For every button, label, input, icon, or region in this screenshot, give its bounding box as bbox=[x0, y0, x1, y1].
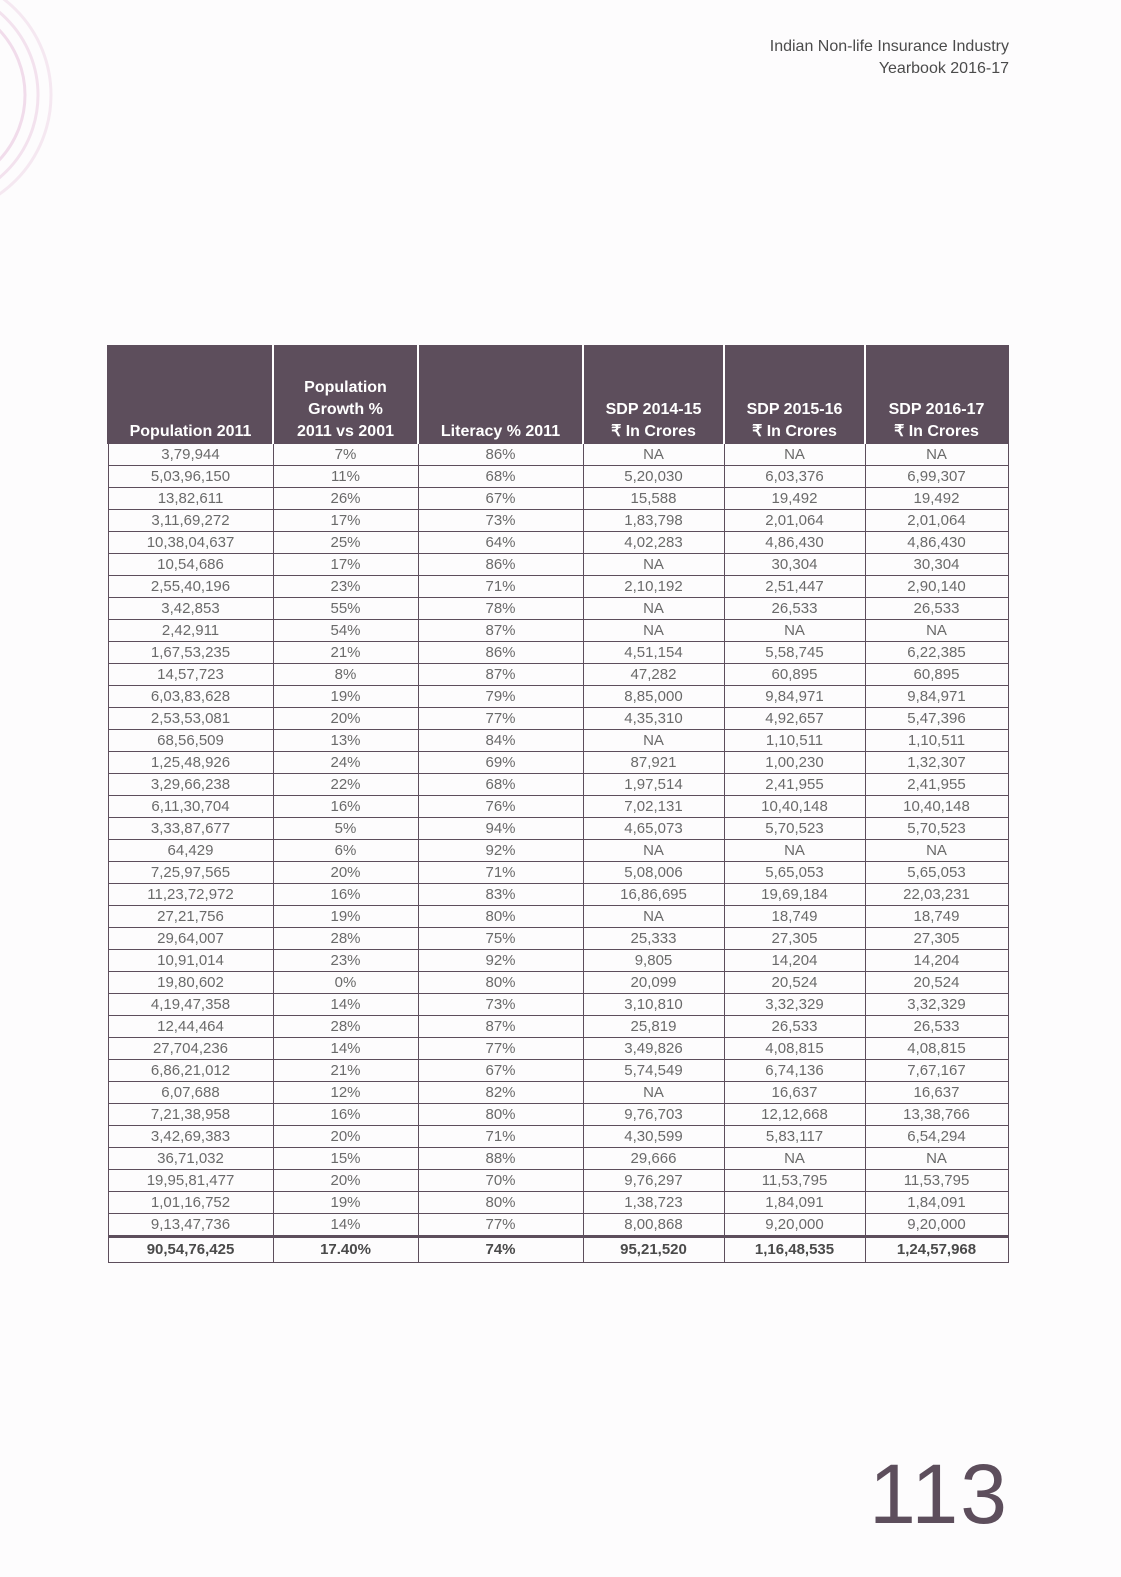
table-row bbox=[108, 884, 1008, 906]
total-row bbox=[108, 1237, 1008, 1263]
table-row bbox=[108, 708, 1008, 730]
table-row bbox=[108, 774, 1008, 796]
table-cell: 6,86,21,012 bbox=[108, 1060, 273, 1082]
table-cell: 1,84,091 bbox=[724, 1192, 865, 1214]
table-cell: 20% bbox=[273, 708, 418, 730]
table-cell: 19% bbox=[273, 1192, 418, 1214]
table-cell: 92% bbox=[418, 840, 583, 862]
table-cell: 3,49,826 bbox=[583, 1038, 724, 1060]
table-cell: 47,282 bbox=[583, 664, 724, 686]
column-header-line: ₹ In Crores bbox=[611, 423, 696, 440]
table-cell: 7,25,97,565 bbox=[108, 862, 273, 884]
column-header-line bbox=[423, 377, 578, 399]
column-header-line: SDP 2015-16 bbox=[746, 401, 843, 418]
table-cell: 2,10,192 bbox=[583, 576, 724, 598]
table-cell: 16,86,695 bbox=[583, 884, 724, 906]
table-cell: 6,11,30,704 bbox=[108, 796, 273, 818]
table-cell: 3,33,87,677 bbox=[108, 818, 273, 840]
table-cell: 5,65,053 bbox=[865, 862, 1008, 884]
table-cell: 6,54,294 bbox=[865, 1126, 1008, 1148]
table-cell: NA bbox=[724, 620, 865, 642]
table-cell: 4,02,283 bbox=[583, 532, 724, 554]
table-cell: 78% bbox=[418, 598, 583, 620]
table-cell: 82% bbox=[418, 1082, 583, 1104]
table-cell: 25% bbox=[273, 532, 418, 554]
table-cell: 73% bbox=[418, 510, 583, 532]
table-cell: NA bbox=[724, 444, 865, 466]
table-cell: 4,08,815 bbox=[724, 1038, 865, 1060]
table-cell: 70% bbox=[418, 1170, 583, 1192]
table-header-row bbox=[108, 345, 1008, 444]
decorative-arcs bbox=[0, 0, 80, 240]
table-cell: 20,099 bbox=[583, 972, 724, 994]
table-cell: 7,21,38,958 bbox=[108, 1104, 273, 1126]
table-cell: 8,85,000 bbox=[583, 686, 724, 708]
table-cell: 20% bbox=[273, 1126, 418, 1148]
table-cell: 19,80,602 bbox=[108, 972, 273, 994]
table-cell: 4,35,310 bbox=[583, 708, 724, 730]
table-cell: 5,03,96,150 bbox=[108, 466, 273, 488]
table-row bbox=[108, 466, 1008, 488]
table-cell: 1,84,091 bbox=[865, 1192, 1008, 1214]
table-row bbox=[108, 972, 1008, 994]
table-cell: NA bbox=[865, 840, 1008, 862]
table-cell: NA bbox=[865, 1148, 1008, 1170]
table-row bbox=[108, 664, 1008, 686]
table-cell: 4,51,154 bbox=[583, 642, 724, 664]
table-cell: 29,666 bbox=[583, 1148, 724, 1170]
table-cell: 77% bbox=[418, 1214, 583, 1237]
table-cell: 2,51,447 bbox=[724, 576, 865, 598]
table-row bbox=[108, 576, 1008, 598]
table-cell: 1,01,16,752 bbox=[108, 1192, 273, 1214]
column-header-line: ₹ In Crores bbox=[894, 423, 979, 440]
table-row bbox=[108, 1192, 1008, 1214]
table-cell: 79% bbox=[418, 686, 583, 708]
table-row bbox=[108, 928, 1008, 950]
table-cell: 20% bbox=[273, 1170, 418, 1192]
table-cell: 5,65,053 bbox=[724, 862, 865, 884]
table-cell: 16% bbox=[273, 1104, 418, 1126]
table-cell: NA bbox=[583, 620, 724, 642]
table-cell: 80% bbox=[418, 1104, 583, 1126]
table-cell: 27,704,236 bbox=[108, 1038, 273, 1060]
table-cell: 6,03,376 bbox=[724, 466, 865, 488]
table-row bbox=[108, 730, 1008, 752]
table-cell: NA bbox=[865, 444, 1008, 466]
table-row bbox=[108, 1038, 1008, 1060]
table-cell: 23% bbox=[273, 576, 418, 598]
table-cell: 60,895 bbox=[865, 664, 1008, 686]
table-cell: 71% bbox=[418, 862, 583, 884]
table-cell: 77% bbox=[418, 1038, 583, 1060]
table-cell: NA bbox=[583, 730, 724, 752]
table-row bbox=[108, 510, 1008, 532]
column-header-line: ₹ In Crores bbox=[752, 423, 837, 440]
table-cell: 0% bbox=[273, 972, 418, 994]
table-cell: 3,11,69,272 bbox=[108, 510, 273, 532]
table-cell: 13,82,611 bbox=[108, 488, 273, 510]
table-cell: 19,69,184 bbox=[724, 884, 865, 906]
table-cell: 26,533 bbox=[865, 598, 1008, 620]
table-cell: 76% bbox=[418, 796, 583, 818]
header-line-1: Indian Non-life Insurance Industry bbox=[769, 38, 1009, 55]
table-cell: 6,03,83,628 bbox=[108, 686, 273, 708]
table-cell: NA bbox=[865, 620, 1008, 642]
table-cell: 4,65,073 bbox=[583, 818, 724, 840]
table-cell: 60,895 bbox=[724, 664, 865, 686]
table-cell: 87% bbox=[418, 1016, 583, 1038]
table-cell: 2,55,40,196 bbox=[108, 576, 273, 598]
column-header-line bbox=[423, 399, 578, 421]
table-cell: 27,21,756 bbox=[108, 906, 273, 928]
table-cell: 1,83,798 bbox=[583, 510, 724, 532]
table-row bbox=[108, 840, 1008, 862]
table-cell: 55% bbox=[273, 598, 418, 620]
table-cell: 12,44,464 bbox=[108, 1016, 273, 1038]
table-cell: 21% bbox=[273, 1060, 418, 1082]
table-cell: 9,13,47,736 bbox=[108, 1214, 273, 1237]
table-cell: 87,921 bbox=[583, 752, 724, 774]
table-cell: 22% bbox=[273, 774, 418, 796]
table-cell: 69% bbox=[418, 752, 583, 774]
total-cell: 1,24,57,968 bbox=[865, 1237, 1008, 1263]
table-cell: 14,204 bbox=[724, 950, 865, 972]
table-cell: 2,42,911 bbox=[108, 620, 273, 642]
table-cell: 20% bbox=[273, 862, 418, 884]
table-cell: 28% bbox=[273, 928, 418, 950]
column-header-line: Population 2011 bbox=[129, 423, 252, 440]
table-row bbox=[108, 906, 1008, 928]
table-cell: 86% bbox=[418, 554, 583, 576]
table-row bbox=[108, 862, 1008, 884]
table-cell: 14% bbox=[273, 1214, 418, 1237]
table-cell: 87% bbox=[418, 664, 583, 686]
table-cell: 9,805 bbox=[583, 950, 724, 972]
table-cell: 14% bbox=[273, 994, 418, 1016]
table-cell: 4,92,657 bbox=[724, 708, 865, 730]
table-cell: 86% bbox=[418, 642, 583, 664]
table-cell: NA bbox=[583, 554, 724, 576]
table-cell: 19% bbox=[273, 906, 418, 928]
table-cell: 6,22,385 bbox=[865, 642, 1008, 664]
header-line-2: Yearbook 2016-17 bbox=[878, 60, 1009, 77]
table-cell: 29,64,007 bbox=[108, 928, 273, 950]
column-header bbox=[273, 345, 418, 444]
table-cell: 73% bbox=[418, 994, 583, 1016]
table-cell: 4,86,430 bbox=[724, 532, 865, 554]
table-cell: 5,20,030 bbox=[583, 466, 724, 488]
table-cell: NA bbox=[583, 840, 724, 862]
column-header-line: Population bbox=[304, 379, 387, 396]
table-row bbox=[108, 598, 1008, 620]
table-row bbox=[108, 1214, 1008, 1237]
table-cell: 9,76,297 bbox=[583, 1170, 724, 1192]
table-cell: 3,79,944 bbox=[108, 444, 273, 466]
table-cell: 5% bbox=[273, 818, 418, 840]
table-cell: 11,23,72,972 bbox=[108, 884, 273, 906]
table-cell: 5,70,523 bbox=[865, 818, 1008, 840]
table-cell: 64,429 bbox=[108, 840, 273, 862]
table-cell: 84% bbox=[418, 730, 583, 752]
table-row bbox=[108, 686, 1008, 708]
table-cell: 2,01,064 bbox=[724, 510, 865, 532]
table-row bbox=[108, 1148, 1008, 1170]
table-row bbox=[108, 1060, 1008, 1082]
table-cell: 23% bbox=[273, 950, 418, 972]
column-header-line: SDP 2014-15 bbox=[605, 401, 702, 418]
table-cell: 25,819 bbox=[583, 1016, 724, 1038]
table-cell: 4,08,815 bbox=[865, 1038, 1008, 1060]
table-row bbox=[108, 1126, 1008, 1148]
column-header-line bbox=[870, 377, 1003, 399]
table-cell: 8% bbox=[273, 664, 418, 686]
column-header-line bbox=[113, 399, 268, 421]
table-cell: 2,01,064 bbox=[865, 510, 1008, 532]
table-row bbox=[108, 642, 1008, 664]
table-row bbox=[108, 950, 1008, 972]
table-cell: 10,38,04,637 bbox=[108, 532, 273, 554]
table-cell: 20,524 bbox=[865, 972, 1008, 994]
table-cell: NA bbox=[583, 444, 724, 466]
table-cell: 67% bbox=[418, 488, 583, 510]
column-header bbox=[418, 345, 583, 444]
table-row bbox=[108, 1016, 1008, 1038]
table-cell: 26,533 bbox=[865, 1016, 1008, 1038]
table-cell: 2,90,140 bbox=[865, 576, 1008, 598]
table-row bbox=[108, 994, 1008, 1016]
table-cell: 15% bbox=[273, 1148, 418, 1170]
table-cell: 16,637 bbox=[865, 1082, 1008, 1104]
table-cell: 7,67,167 bbox=[865, 1060, 1008, 1082]
table-cell: 11,53,795 bbox=[724, 1170, 865, 1192]
table-cell: 19,95,81,477 bbox=[108, 1170, 273, 1192]
column-header-line: SDP 2016-17 bbox=[888, 401, 985, 418]
column-header bbox=[108, 345, 273, 444]
table-row bbox=[108, 554, 1008, 576]
column-header-line bbox=[729, 377, 860, 399]
table-cell: 11,53,795 bbox=[865, 1170, 1008, 1192]
table-cell: 9,20,000 bbox=[724, 1214, 865, 1237]
table-cell: 27,305 bbox=[724, 928, 865, 950]
table-cell: 1,00,230 bbox=[724, 752, 865, 774]
table-body bbox=[108, 444, 1008, 1263]
table-cell: 68,56,509 bbox=[108, 730, 273, 752]
data-table-wrapper bbox=[107, 345, 1007, 1263]
table-cell: 17% bbox=[273, 510, 418, 532]
total-cell: 74% bbox=[418, 1237, 583, 1263]
table-cell: 87% bbox=[418, 620, 583, 642]
column-header bbox=[724, 345, 865, 444]
table-row bbox=[108, 1104, 1008, 1126]
table-row bbox=[108, 818, 1008, 840]
table-cell: 92% bbox=[418, 950, 583, 972]
column-header-line bbox=[588, 377, 719, 399]
table-cell: 8,00,868 bbox=[583, 1214, 724, 1237]
table-cell: 10,40,148 bbox=[865, 796, 1008, 818]
table-cell: 20,524 bbox=[724, 972, 865, 994]
table-cell: 5,08,006 bbox=[583, 862, 724, 884]
table-cell: 68% bbox=[418, 774, 583, 796]
table-row bbox=[108, 752, 1008, 774]
table-cell: 5,83,117 bbox=[724, 1126, 865, 1148]
table-cell: 77% bbox=[418, 708, 583, 730]
table-row bbox=[108, 620, 1008, 642]
table-cell: 1,97,514 bbox=[583, 774, 724, 796]
table-cell: 13% bbox=[273, 730, 418, 752]
table-cell: 15,588 bbox=[583, 488, 724, 510]
table-cell: 26,533 bbox=[724, 598, 865, 620]
running-header bbox=[770, 36, 1009, 80]
table-cell: 1,10,511 bbox=[724, 730, 865, 752]
table-cell: 3,29,66,238 bbox=[108, 774, 273, 796]
table-cell: 5,70,523 bbox=[724, 818, 865, 840]
table-cell: 80% bbox=[418, 906, 583, 928]
table-cell: 75% bbox=[418, 928, 583, 950]
table-row bbox=[108, 796, 1008, 818]
table-cell: 27,305 bbox=[865, 928, 1008, 950]
table-cell: 16% bbox=[273, 884, 418, 906]
table-cell: 83% bbox=[418, 884, 583, 906]
table-cell: 12% bbox=[273, 1082, 418, 1104]
table-cell: 16,637 bbox=[724, 1082, 865, 1104]
column-header-line: Growth % bbox=[308, 401, 383, 418]
table-cell: 30,304 bbox=[865, 554, 1008, 576]
total-cell: 95,21,520 bbox=[583, 1237, 724, 1263]
table-cell: 14,57,723 bbox=[108, 664, 273, 686]
table-cell: 94% bbox=[418, 818, 583, 840]
table-cell: NA bbox=[583, 1082, 724, 1104]
table-cell: 26,533 bbox=[724, 1016, 865, 1038]
total-cell: 90,54,76,425 bbox=[108, 1237, 273, 1263]
table-cell: 11% bbox=[273, 466, 418, 488]
table-cell: 88% bbox=[418, 1148, 583, 1170]
table-cell: 21% bbox=[273, 642, 418, 664]
total-cell: 1,16,48,535 bbox=[724, 1237, 865, 1263]
column-header-line bbox=[113, 377, 268, 399]
table-cell: 22,03,231 bbox=[865, 884, 1008, 906]
table-cell: 10,91,014 bbox=[108, 950, 273, 972]
table-cell: 19% bbox=[273, 686, 418, 708]
table-cell: 4,19,47,358 bbox=[108, 994, 273, 1016]
table-cell: 54% bbox=[273, 620, 418, 642]
table-cell: 17% bbox=[273, 554, 418, 576]
table-cell: NA bbox=[724, 1148, 865, 1170]
table-cell: NA bbox=[724, 840, 865, 862]
table-cell: 5,47,396 bbox=[865, 708, 1008, 730]
page-number: 113 bbox=[869, 1447, 1009, 1541]
table-row bbox=[108, 488, 1008, 510]
table-cell: 25,333 bbox=[583, 928, 724, 950]
table-cell: 6,07,688 bbox=[108, 1082, 273, 1104]
table-cell: 1,67,53,235 bbox=[108, 642, 273, 664]
table-cell: 19,492 bbox=[865, 488, 1008, 510]
column-header bbox=[865, 345, 1008, 444]
table-cell: 7% bbox=[273, 444, 418, 466]
table-cell: 67% bbox=[418, 1060, 583, 1082]
table-cell: 3,42,853 bbox=[108, 598, 273, 620]
table-cell: 3,32,329 bbox=[724, 994, 865, 1016]
table-cell: 80% bbox=[418, 972, 583, 994]
table-row bbox=[108, 444, 1008, 466]
table-cell: 13,38,766 bbox=[865, 1104, 1008, 1126]
state-statistics-table bbox=[107, 345, 1009, 1263]
table-cell: 6,99,307 bbox=[865, 466, 1008, 488]
table-row bbox=[108, 532, 1008, 554]
column-header-line: Literacy % 2011 bbox=[440, 423, 561, 440]
table-cell: 18,749 bbox=[865, 906, 1008, 928]
table-cell: 3,42,69,383 bbox=[108, 1126, 273, 1148]
table-cell: 3,32,329 bbox=[865, 994, 1008, 1016]
table-cell: 10,54,686 bbox=[108, 554, 273, 576]
table-row bbox=[108, 1082, 1008, 1104]
table-cell: 5,58,745 bbox=[724, 642, 865, 664]
table-cell: 64% bbox=[418, 532, 583, 554]
table-cell: 12,12,668 bbox=[724, 1104, 865, 1126]
table-cell: 4,30,599 bbox=[583, 1126, 724, 1148]
table-cell: 26% bbox=[273, 488, 418, 510]
table-cell: 4,86,430 bbox=[865, 532, 1008, 554]
table-cell: 86% bbox=[418, 444, 583, 466]
table-cell: NA bbox=[583, 598, 724, 620]
table-cell: 9,84,971 bbox=[865, 686, 1008, 708]
column-header-line: 2011 vs 2001 bbox=[297, 423, 394, 440]
table-cell: 2,53,53,081 bbox=[108, 708, 273, 730]
table-cell: 28% bbox=[273, 1016, 418, 1038]
table-cell: 9,20,000 bbox=[865, 1214, 1008, 1237]
table-cell: 80% bbox=[418, 1192, 583, 1214]
table-cell: 10,40,148 bbox=[724, 796, 865, 818]
table-cell: 2,41,955 bbox=[865, 774, 1008, 796]
table-cell: NA bbox=[583, 906, 724, 928]
table-cell: 71% bbox=[418, 576, 583, 598]
table-cell: 1,25,48,926 bbox=[108, 752, 273, 774]
total-cell: 17.40% bbox=[273, 1237, 418, 1263]
table-cell: 3,10,810 bbox=[583, 994, 724, 1016]
table-cell: 6% bbox=[273, 840, 418, 862]
table-cell: 6,74,136 bbox=[724, 1060, 865, 1082]
table-cell: 2,41,955 bbox=[724, 774, 865, 796]
column-header bbox=[583, 345, 724, 444]
table-cell: 19,492 bbox=[724, 488, 865, 510]
table-cell: 30,304 bbox=[724, 554, 865, 576]
table-cell: 36,71,032 bbox=[108, 1148, 273, 1170]
table-cell: 9,76,703 bbox=[583, 1104, 724, 1126]
table-cell: 1,38,723 bbox=[583, 1192, 724, 1214]
table-cell: 16% bbox=[273, 796, 418, 818]
table-cell: 1,10,511 bbox=[865, 730, 1008, 752]
table-cell: 5,74,549 bbox=[583, 1060, 724, 1082]
table-cell: 24% bbox=[273, 752, 418, 774]
table-cell: 68% bbox=[418, 466, 583, 488]
table-row bbox=[108, 1170, 1008, 1192]
table-cell: 14% bbox=[273, 1038, 418, 1060]
table-cell: 18,749 bbox=[724, 906, 865, 928]
table-cell: 9,84,971 bbox=[724, 686, 865, 708]
table-cell: 71% bbox=[418, 1126, 583, 1148]
table-cell: 14,204 bbox=[865, 950, 1008, 972]
table-cell: 1,32,307 bbox=[865, 752, 1008, 774]
table-cell: 7,02,131 bbox=[583, 796, 724, 818]
